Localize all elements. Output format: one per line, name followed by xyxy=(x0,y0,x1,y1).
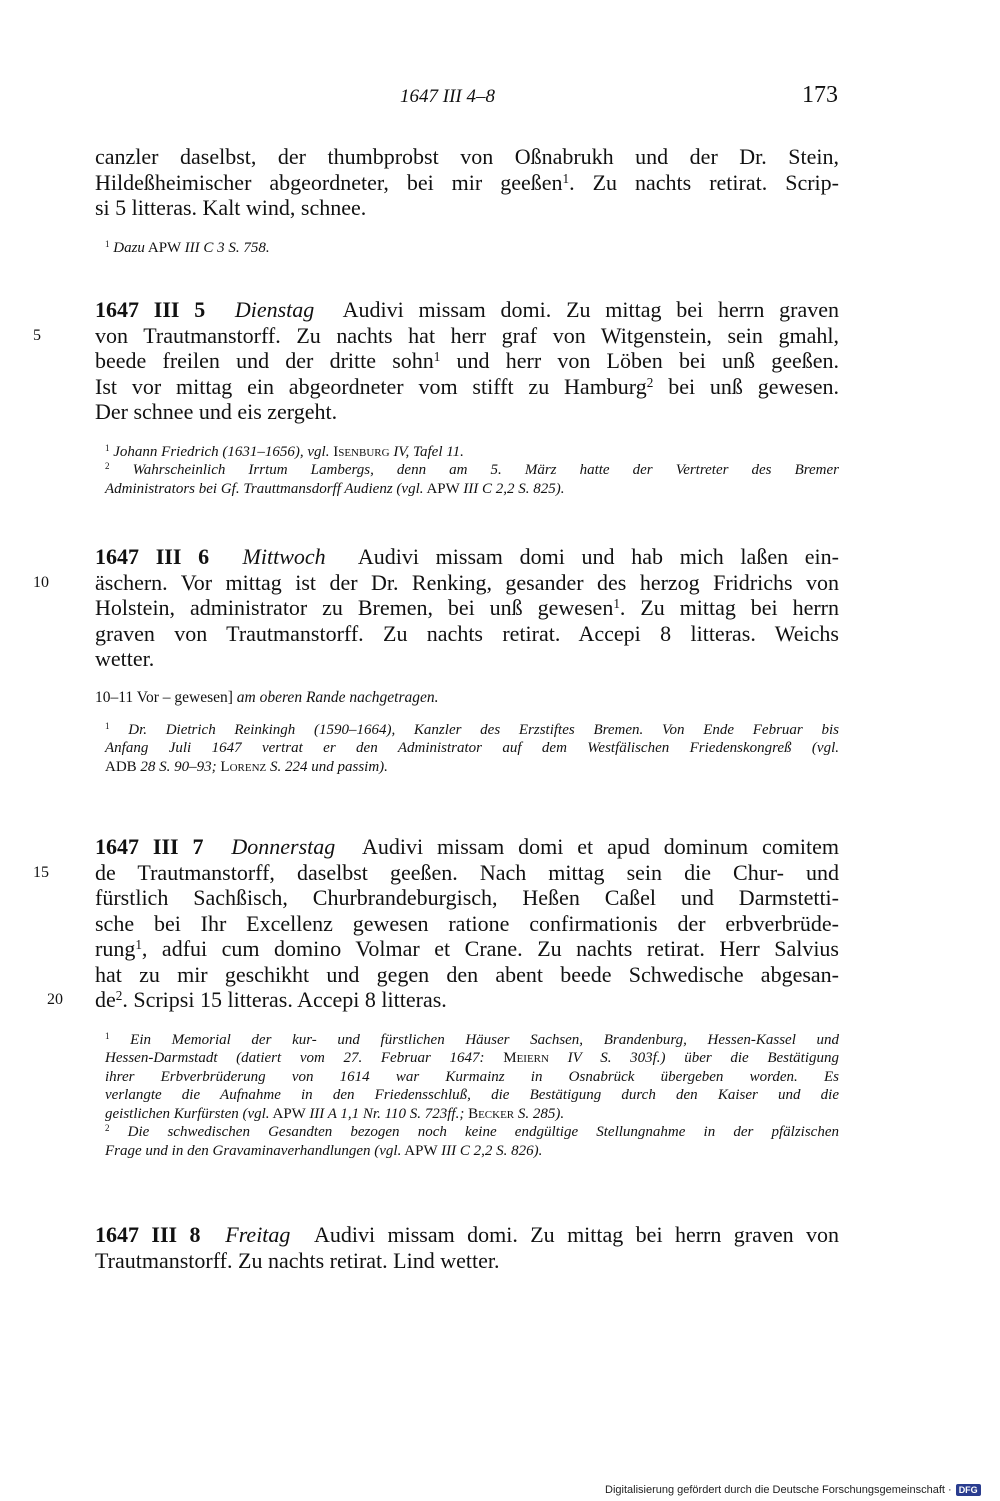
entry-date: 1647 III 8 xyxy=(95,1222,201,1247)
entry-date: 1647 III 5 xyxy=(95,297,206,322)
footnote: $^2$ Wahrscheinlich Irrtum Lambergs, denn am 5. März hatte der Vertreter des Bremer Administrators bei Gf. Trauttmansdorff Audienz (vgl. APW III C 2,2 S. 825). xyxy=(105,461,840,497)
line-number: 10 xyxy=(33,573,49,591)
footnote: $^1$ Dr. Dietrich Reinkingh (1590–1664), Kanzler des Erzstiftes Bremen. Von Ende Februar bis Anfang Juli 1647 vertrat er den Administrator auf dem Westfälischen Friedenskongreß (vgl. ADB 28 S. 90–93; Lorenz S. 224 und passim). xyxy=(105,720,839,775)
entry-weekday: Donnerstag xyxy=(231,834,336,859)
entry-date: 1647 III 6 xyxy=(95,544,210,569)
funding-notice: Digitalisierung gefördert durch die Deutsche Forschungsgemeinschaft · xyxy=(605,1484,952,1496)
entry-text: 1647 III 7 Donnerstag Audivi missam domi et apud dominum comitem 15 de Trautmanstorff, daselbst geeßen. Nach mittag sein die Chur- und fürstlich Sachßisch, Churbrandeburgisch, Heßen Caßel und Darmstetti- sche bei Ihr Excellenz gewesen ratione confirmationis der erbverbrüde- rung$^1$, adfui cum domino Volmar et Crane. Zu nachts retirat. Herr Salvius hat zu mir geschikht und gegen den abent beede Schwedische abgesan- 20 $de^2$. Scripsi 15 litteras. Accepi 8 litteras. xyxy=(33,834,840,1012)
footnote: $^1$ Ein Memorial der kur- und fürstlichen Häuser Sachsen, Brandenburg, Hessen-Kassel und Hessen-Darmstadt (datiert vom 27. Februar 1647: Meiern IV S. 303f.) über die Bestätigung ihrer Erbverbrüderung von 1614 war Kurmainz in Osnabrück übergeben worden. Es verlangte die Aufnahme in den Friedensschluß, die Bestätigung durch den Kaiser und die geistlichen Kurfürsten (vgl. APW III A 1,1 Nr. 110 S. 723ff.; Becker S. 285). xyxy=(105,1030,840,1122)
footnotes xyxy=(95,443,839,499)
line-number: 20 xyxy=(47,991,63,1008)
entry-text: 1647 III 6 Mittwoch Audivi missam domi und hab mich laßen ein- 10 äschern. Vor mittag ist der Dr. Renking, gesander des herzog Fridrichs von Holstein, administrator zu Bremen, bei unß gewesen$^1$. Zu mittag bei herrn graven von Trautmanstorff. Zu nachts retirat. Accepi 8 litteras. Weichs wetter. xyxy=(33,544,839,671)
running-head: 1647 III 4–8 xyxy=(400,86,495,107)
entry-1647-iii-6 xyxy=(33,544,839,776)
funding-footer xyxy=(605,1484,981,1496)
entry-1647-iii-7 xyxy=(33,834,840,1160)
entry-text: canzler daselbst, der thumbprobst von Oßnabrukh und der Dr. Stein, Hildeßheimischer abgeordneter, bei mir geeßen$^1$. Zu nachts retirat. Scrip- si 5 litteras. Kalt wind, schnee. xyxy=(95,144,839,220)
entry-text: 1647 III 8 Freitag Audivi missam domi. Zu mittag bei herrn graven von Trautmanstorff. Zu nachts retirat. Lind wetter. xyxy=(95,1222,839,1273)
dfg-logo: DFG xyxy=(956,1484,981,1496)
entry-1647-iii-8 xyxy=(95,1222,839,1273)
entry-1647-iii-5 xyxy=(33,297,840,498)
footnote: $^1$ Dazu APW III C 3 S. 758. xyxy=(105,238,270,256)
entry-text: 1647 III 5 Dienstag Audivi missam domi. Zu mittag bei herrn graven 5 von Trautmanstorff. Zu nachts hat herr graf von Witgenstein, sein gmahl, beede freilen und der dritte sohn$^1$ und herr von Löben bei unß geeßen. Ist vor mittag ein abgeordneter vom stifft zu Hamburg$^2$ bei unß gewesen. Der schnee und eis zergeht. xyxy=(33,297,840,424)
footnote: $^2$ Die schwedischen Gesandten bezogen noch keine endgültige Stellungnahme in der pfälzischen Frage und in den Gravaminaverhandlungen (vgl. APW III C 2,2 S. 826). xyxy=(105,1123,839,1159)
line-number: 15 xyxy=(33,863,49,881)
textual-variant: 10–11 Vor – gewesen] am oberen Rande nachgetragen. xyxy=(95,688,439,706)
footnotes xyxy=(95,1031,839,1161)
entry-weekday: Mittwoch xyxy=(242,544,326,569)
line-number: 5 xyxy=(33,326,41,344)
entry-date: 1647 III 7 xyxy=(95,834,204,859)
page-header xyxy=(0,82,1000,112)
entry-weekday: Dienstag xyxy=(234,297,315,322)
entry-weekday: Freitag xyxy=(225,1222,291,1247)
footnote: $^1$ Johann Friedrich (1631–1656), vgl. Isenburg IV, Tafel 11. xyxy=(105,442,464,460)
entry-1647-iii-4-continuation xyxy=(95,144,839,257)
page-number: 173 xyxy=(802,82,838,108)
